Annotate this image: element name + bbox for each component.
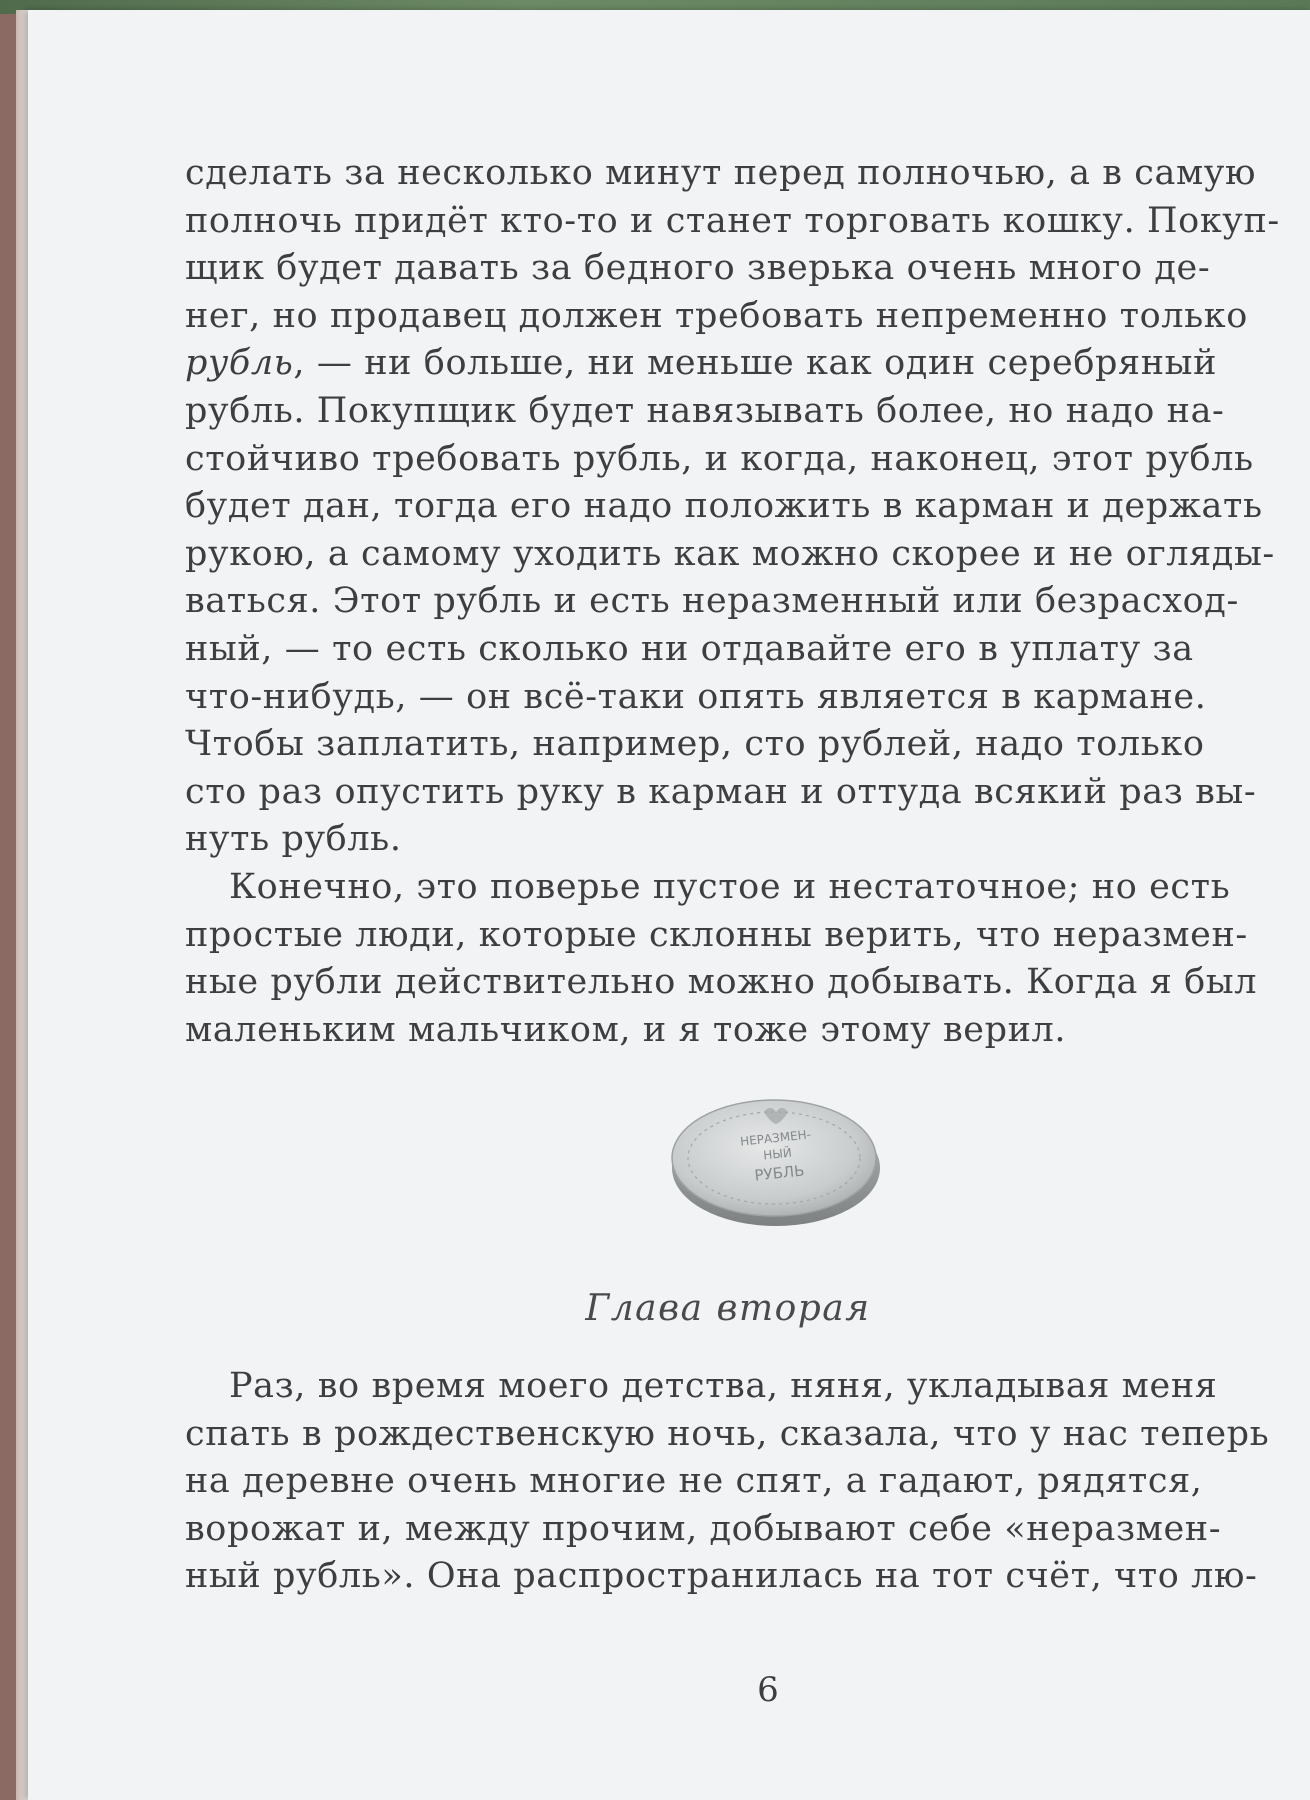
text-line (185, 340, 1310, 388)
text-line: рукою, а самому уходить как можно скорее и не огляды- (185, 533, 1275, 574)
paragraph-1 (185, 150, 1310, 1054)
text-line: ный рубль». Она распространилась на тот счёт, что лю- (185, 1556, 1258, 1597)
text-line: полночь придёт кто-то и станет торговать кошку. Покуп- (185, 200, 1280, 241)
text-line: Конечно, это поверье пустое и нестаточное; но есть (229, 866, 1231, 907)
coin-text: НЫЙ (762, 1145, 793, 1163)
text-line: рубль. Покупщик будет навязывать более, но надо на- (185, 390, 1225, 431)
text-line: простые люди, которые склонны верить, что неразмен- (185, 914, 1248, 955)
book-page (28, 10, 1310, 1800)
italic-word: рубль (185, 343, 294, 384)
coin-text: НЕРАЗМЕН- (739, 1127, 812, 1149)
text-line: нег, но продавец должен требовать непременно только (185, 295, 1248, 336)
text-line-rest: , — ни больше, ни меньше как один серебряный (293, 343, 1218, 384)
text-line: спать в рождественскую ночь, сказала, что у нас теперь (185, 1413, 1270, 1454)
text-line: сто раз опустить руку в карман и оттуда всякий раз вы- (185, 771, 1257, 812)
text-line: ные рубли действительно можно добывать. Когда я был (185, 962, 1258, 1003)
text-line: ный, — то есть сколько ни отдавайте его в уплату за (185, 628, 1194, 669)
page-number: 6 (757, 1670, 779, 1710)
text-line: нуть рубль. (185, 819, 402, 860)
text-line: что-нибудь, — он всё-таки опять является в кармане. (185, 676, 1207, 717)
text-line: ворожат и, между прочим, добывают себе «неразмен- (185, 1508, 1222, 1549)
text-line: стойчиво требовать рубль, и когда, наконец, этот рубль (185, 438, 1254, 479)
text-line: сделать за несколько минут перед полночью, а в самую (185, 153, 1257, 193)
silver-ruble-coin-illustration (668, 1092, 884, 1230)
text-line: Раз, во время моего детства, няня, укладывая меня (229, 1366, 1218, 1406)
text-line: щик будет давать за бедного зверька очень много де- (185, 248, 1211, 289)
coin-text: РУБЛЬ (753, 1161, 806, 1185)
paragraph-3 (185, 1363, 1310, 1601)
text-line: на деревне очень многие не спят, а гадают, рядятся, (185, 1461, 1203, 1502)
page-edge (16, 10, 28, 1800)
text-line: будет дан, тогда его надо положить в карман и держать (185, 486, 1263, 527)
text-line: Чтобы заплатить, например, сто рублей, надо только (185, 724, 1205, 765)
chapter-title: Глава вторая (585, 1288, 871, 1329)
text-line: ваться. Этот рубль и есть неразменный или безрасход- (185, 581, 1239, 622)
text-line: маленьким мальчиком, и я тоже этому верил. (185, 1009, 1067, 1050)
